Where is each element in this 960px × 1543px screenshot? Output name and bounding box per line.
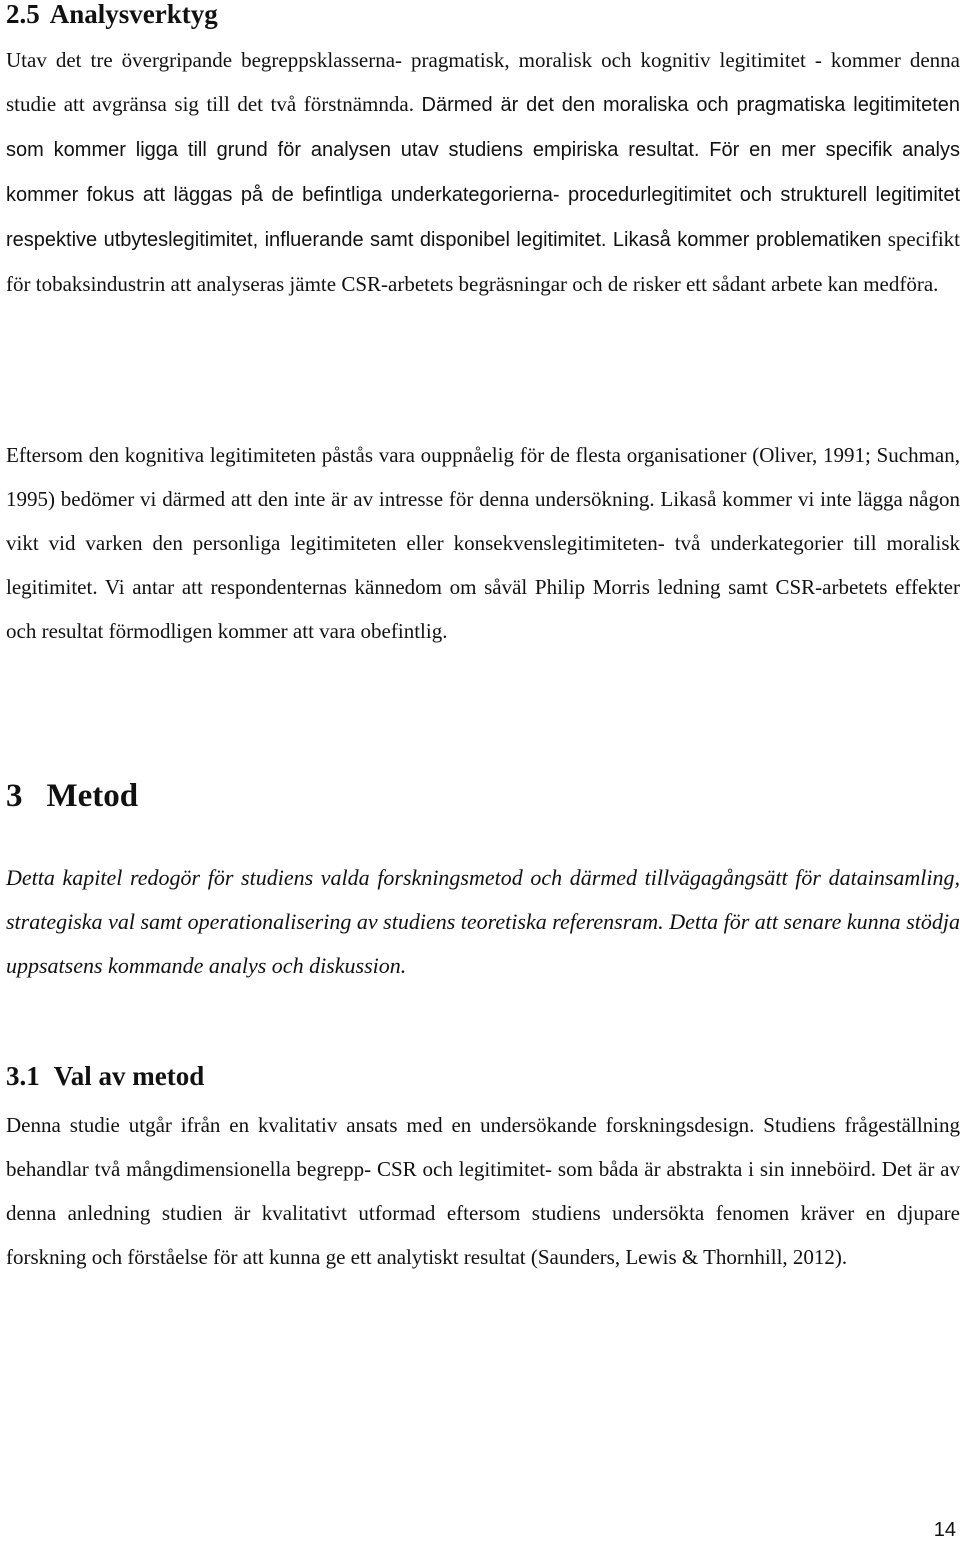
chapter-number: 3: [6, 778, 23, 814]
page-number: 14: [933, 1519, 956, 1541]
paragraph-text-serif-end: specifikt för tobaksindustrin att analyseras jämte CSR-arbetets begräsningar och de risker ett sådant arbete kan medföra.: [6, 227, 960, 296]
section-number: 3.1: [6, 1061, 40, 1091]
paragraph-val-av-metod: Denna studie utgår ifrån en kvalitativ ansats med en undersökande forskningsdesign. Studiens frågeställning behandlar två mångdimensionella begrepp- CSR och legitimitet- som båda är abstrakta i sin inneböird. Det är av denna anledning studien är kvalitativt utformad eftersom studiens undersökta fenomen kräver en djupare forskning och förståelse för att kunna ge ett analytiskt resultat (Saunders, Lewis & Thornhill, 2012).: [6, 1113, 960, 1269]
section-number: 2.5: [6, 0, 40, 29]
chapter-intro-italic: Detta kapitel redogör för studiens valda forskningsmetod och därmed tillvägagångsätt för datainsamling, strategiska val samt operationalisering av studiens teoretiska referensram. Detta för att senare kunna stödja uppsatsens kommande analys och diskussion.: [6, 865, 960, 978]
chapter-heading-metod: [6, 774, 138, 818]
section-title: Val av metod: [53, 1061, 205, 1091]
paragraph-text-serif: Utav det tre övergripande begreppsklasserna- pragmatisk, moralisk och kognitiv legitimitet - kommer denna studie att avgränsa sig till det två förstnämnda.: [6, 48, 960, 116]
chapter-title: Metod: [46, 778, 139, 814]
paragraph-text-sans: Därmed är det den moraliska och pragmatiska legitimiteten som kommer ligga till grund för analysen utav studiens empiriska resultat. För en mer specifik analys kommer fokus att läggas på de befintliga underkategorierna- procedurlegitimitet och strukturell legitimitet respektive utbyteslegitimitet, influerande samt disponibel legitimitet. Likaså kommer problematiken: [6, 94, 960, 251]
paragraph-analysverktyg-1: [6, 38, 960, 306]
section-title: Analysverktyg: [49, 0, 218, 29]
paragraph-analysverktyg-2: Eftersom den kognitiva legitimiteten påstås vara ouppnåelig för de flesta organisationer (Oliver, 1991; Suchman, 1995) bedömer vi därmed att den inte är av intresse för denna undersökning. Likaså kommer vi inte lägga någon vikt vid varken den personliga legitimiteten eller konsekvenslegitimiteten- två underkategorier till moralisk legitimitet. Vi antar att respondenternas kännedom om såväl Philip Morris ledning samt CSR-arbetets effekter och resultat förmodligen kommer att vara obefintlig.: [6, 443, 960, 643]
section-heading-analysverktyg: [6, 0, 218, 30]
section-heading-val-av-metod: [6, 1058, 204, 1094]
